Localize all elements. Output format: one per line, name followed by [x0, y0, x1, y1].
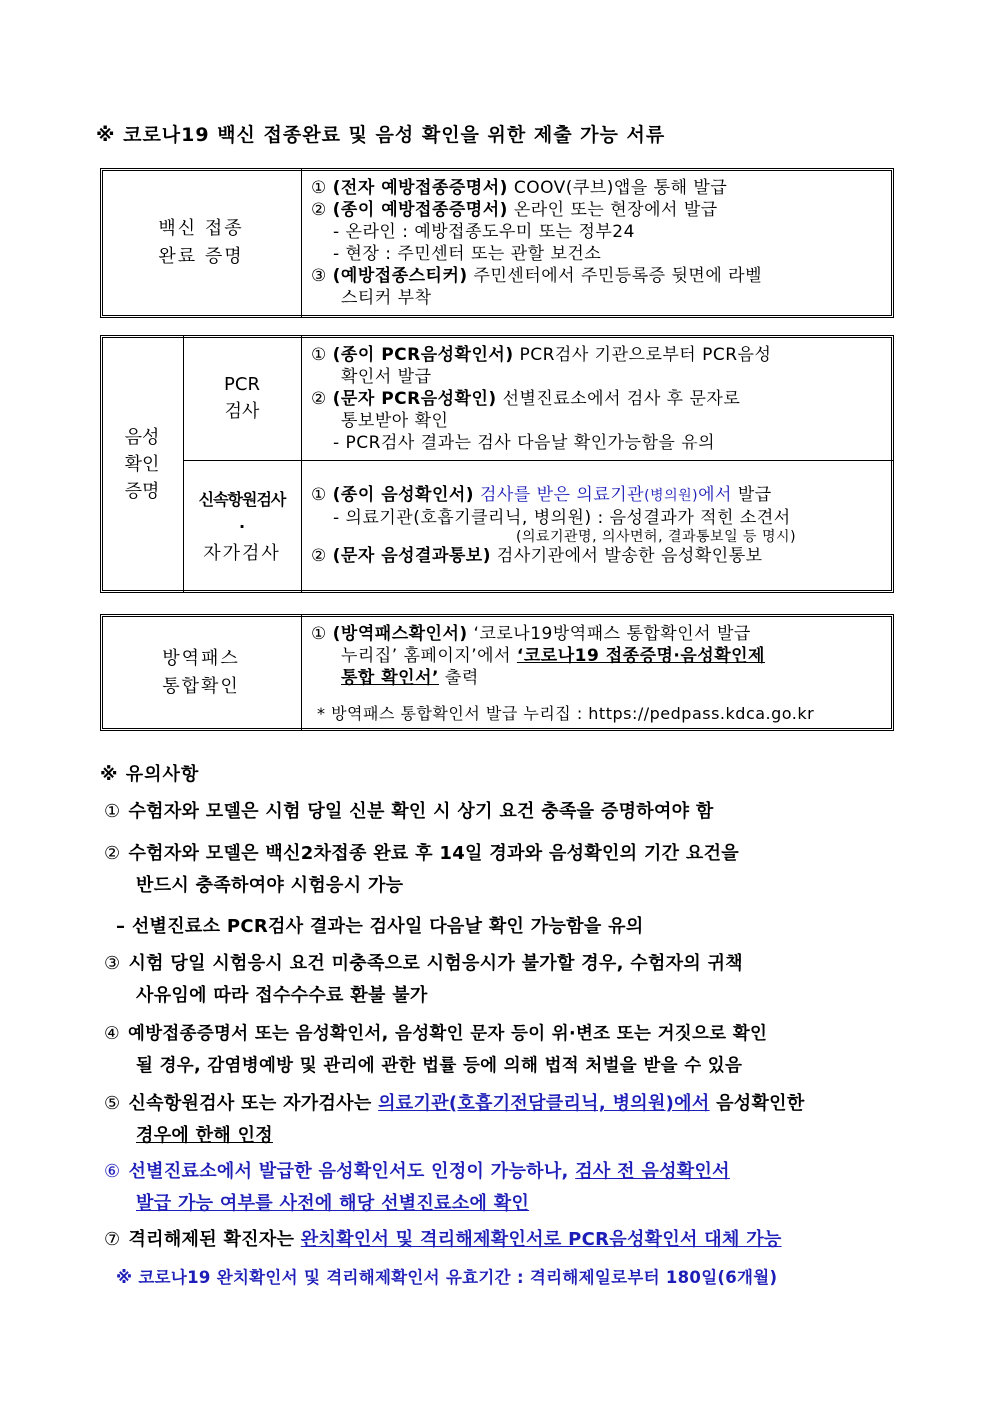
- note-number: ⑤: [104, 1093, 121, 1114]
- rapid-test-header: [183, 460, 301, 592]
- note-text-cont: 될 경우, 감염병예방 및 관리에 관한 법률 등에 의해 법적 처벌을 받을 수 있음: [136, 1056, 743, 1076]
- header-line-2: 통합확인: [162, 675, 240, 697]
- rapid-test-content: [311, 484, 885, 567]
- note-7: [104, 1224, 899, 1256]
- item-title: (문자 PCR음성확인): [332, 389, 497, 409]
- note-2: [104, 838, 899, 902]
- header-line-1: 음성: [124, 426, 160, 448]
- pass-item-1-cont: [311, 645, 885, 667]
- header-line-1: 신속항원검사: [198, 489, 286, 509]
- pass-content: [311, 623, 885, 725]
- note-3: [104, 948, 899, 1012]
- note-number: ⑥: [104, 1161, 121, 1182]
- note-4: [104, 1018, 899, 1082]
- pcr-item-2: [311, 388, 885, 410]
- item-text: 온라인 또는 현장에서 발급: [507, 200, 718, 220]
- pcr-content: [311, 344, 885, 454]
- note-text: 수험자와 모델은 백신2차접종 완료 후 14일 경과와 음성확인의 기간 요건을: [128, 843, 739, 864]
- item-number: ②: [311, 389, 327, 409]
- note-text: 시험 당일 시험응시 요건 미충족으로 시험응시가 불가할 경우, 수험자의 귀책: [128, 953, 743, 974]
- item-text: PCR검사 기관으로부터 PCR음성: [513, 345, 772, 365]
- note-text: 예방접종증명서 또는 음성확인서, 음성확인 문자 등이 위·변조 또는 거짓으로 확인: [128, 1024, 768, 1044]
- item-highlight: 검사를 받은 의료기관: [474, 485, 645, 505]
- vaccine-item-2-sub-2: - 현장 : 주민센터 또는 관할 보건소: [333, 244, 602, 264]
- item-text: 발급: [731, 485, 772, 505]
- note-text-cont: 반드시 충족하여야 시험응시 가능: [136, 875, 404, 896]
- note-1: [104, 796, 899, 828]
- item-number: ②: [311, 200, 327, 220]
- notes-heading-wrap: [100, 760, 900, 786]
- note-2-dash: – 선별진료소 PCR검사 결과는 검사일 다음날 확인 가능함을 유의: [116, 916, 644, 937]
- item-title: (종이 예방접종증명서): [332, 200, 508, 220]
- header-line-2: 검사: [224, 401, 260, 422]
- pcr-item-1-cont: 확인서 발급: [341, 367, 432, 387]
- rapid-item-1: [311, 484, 885, 507]
- item-text: 검사기관에서 발송한 음성확인통보: [491, 546, 763, 566]
- item-text: 선별진료소에서 검사 후 문자로: [496, 389, 741, 409]
- header-line-1: PCR: [224, 374, 260, 395]
- note-text: 수험자와 모델은 시험 당일 신분 확인 시 상기 요건 충족을 증명하여야 함: [128, 801, 714, 822]
- pcr-item-1: [311, 344, 885, 366]
- divider: [301, 336, 302, 592]
- vaccine-item-1: [311, 177, 885, 199]
- item-number: ②: [311, 546, 327, 566]
- header-line-1: 방역패스: [162, 647, 240, 669]
- note-text: 격리해제된 확진자는: [128, 1229, 301, 1250]
- item-emphasis: ‘코로나19 접종증명·음성확인제: [516, 646, 765, 666]
- item-title: (종이 PCR음성확인서): [332, 345, 514, 365]
- note-text-cont: 사유임에 따라 접수수수료 환불 불가: [136, 985, 428, 1006]
- header-line-1: 백신 접종: [158, 218, 244, 239]
- item-title: (방역패스확인서): [332, 624, 468, 644]
- header-line-2: 완료 증명: [158, 246, 244, 267]
- note-6: [104, 1156, 899, 1220]
- note-highlight: 검사 전 음성확인서: [575, 1161, 730, 1182]
- vaccine-item-3: [311, 265, 885, 287]
- note-number: ②: [104, 843, 121, 864]
- negative-proof-header: [101, 336, 183, 592]
- item-highlight-small: (병의원): [644, 488, 699, 504]
- vaccine-proof-table: [100, 168, 894, 318]
- note-5: [104, 1088, 899, 1152]
- validity-note: ※ 코로나19 완치확인서 및 격리해제확인서 유효기간 : 격리해제일로부터 180일(6개월): [116, 1268, 778, 1287]
- pcr-header: [183, 336, 301, 460]
- header-line-2: ·: [238, 516, 246, 536]
- pass-item-1: [311, 623, 885, 645]
- rapid-sub-note-small: (의료기관명, 의사면허, 결과통보일 등 명시): [516, 529, 797, 545]
- item-text: 출력: [439, 668, 479, 688]
- item-number: ①: [311, 345, 327, 365]
- pcr-item-2-cont: 통보받아 확인: [341, 411, 449, 431]
- note-text: 음성확인한: [709, 1093, 805, 1114]
- pcr-sub-note: - PCR검사 결과는 검사 다음날 확인가능함을 유의: [333, 433, 716, 453]
- vaccine-item-2: [311, 199, 885, 221]
- vaccine-item-2-sub-1: - 온라인 : 예방접종도우미 또는 정부24: [333, 222, 635, 242]
- vaccine-proof-content: [311, 177, 885, 309]
- note-number: ③: [104, 953, 121, 974]
- note-highlight: 완치확인서 및 격리해제확인서로 PCR음성확인서 대체 가능: [300, 1229, 782, 1250]
- header-line-2: 확인: [124, 453, 160, 475]
- item-title: (예방접종스티커): [332, 266, 468, 286]
- item-number: ①: [311, 178, 327, 198]
- header-line-3: 증명: [124, 480, 160, 502]
- rapid-item-2: [311, 545, 885, 567]
- item-number: ①: [311, 485, 327, 505]
- header-line-3: 자가검사: [203, 542, 281, 564]
- note-highlight: 의료기관(호흡기전담클리닉, 병의원)에서: [378, 1093, 710, 1114]
- notes-heading: ※ 유의사항: [100, 764, 200, 785]
- item-text: 주민센터에서 주민등록증 뒷면에 라벨: [467, 266, 763, 286]
- note-text-cont: 경우에 한해 인정: [136, 1125, 273, 1146]
- negative-proof-table: [100, 335, 894, 593]
- vaccine-proof-header: [101, 169, 302, 317]
- item-emphasis: 통합 확인서’: [341, 668, 439, 688]
- item-title: (종이 음성확인서): [332, 485, 475, 505]
- item-title: (전자 예방접종증명서): [332, 178, 508, 198]
- page-title: ※ 코로나19 백신 접종완료 및 음성 확인을 위한 제출 가능 서류: [96, 124, 666, 146]
- pass-footnote: * 방역패스 통합확인서 발급 누리집 : https://pedpass.kdca.go.kr: [317, 704, 815, 723]
- pass-item-1-cont-2: [311, 667, 885, 689]
- pass-proof-header: [101, 615, 302, 730]
- rapid-sub-note: - 의료기관(호흡기클리닉, 병의원) : 음성결과가 적힌 소견서: [333, 508, 791, 528]
- item-text: 누리집’ 홈페이지’에서: [341, 646, 517, 666]
- item-title: (문자 음성결과통보): [332, 546, 491, 566]
- note-text-cont: 발급 가능 여부를 사전에 해당 선별진료소에 확인: [136, 1193, 530, 1214]
- vaccine-item-3-cont: 스티커 부착: [341, 288, 432, 308]
- item-text: ‘코로나19방역패스 통합확인서 발급: [467, 624, 751, 644]
- item-highlight: 에서: [698, 485, 732, 505]
- pass-proof-table: [100, 614, 894, 731]
- item-number: ①: [311, 624, 327, 644]
- note-number: ④: [104, 1024, 120, 1044]
- note-number: ⑦: [104, 1229, 121, 1250]
- item-text: COOV(쿠브)앱을 통해 발급: [507, 178, 728, 198]
- item-number: ③: [311, 266, 327, 286]
- note-text: 신속항원검사 또는 자가검사는: [128, 1093, 379, 1114]
- note-text: 선별진료소에서 발급한 음성확인서도 인정이 가능하나,: [128, 1161, 576, 1182]
- note-number: ①: [104, 801, 121, 822]
